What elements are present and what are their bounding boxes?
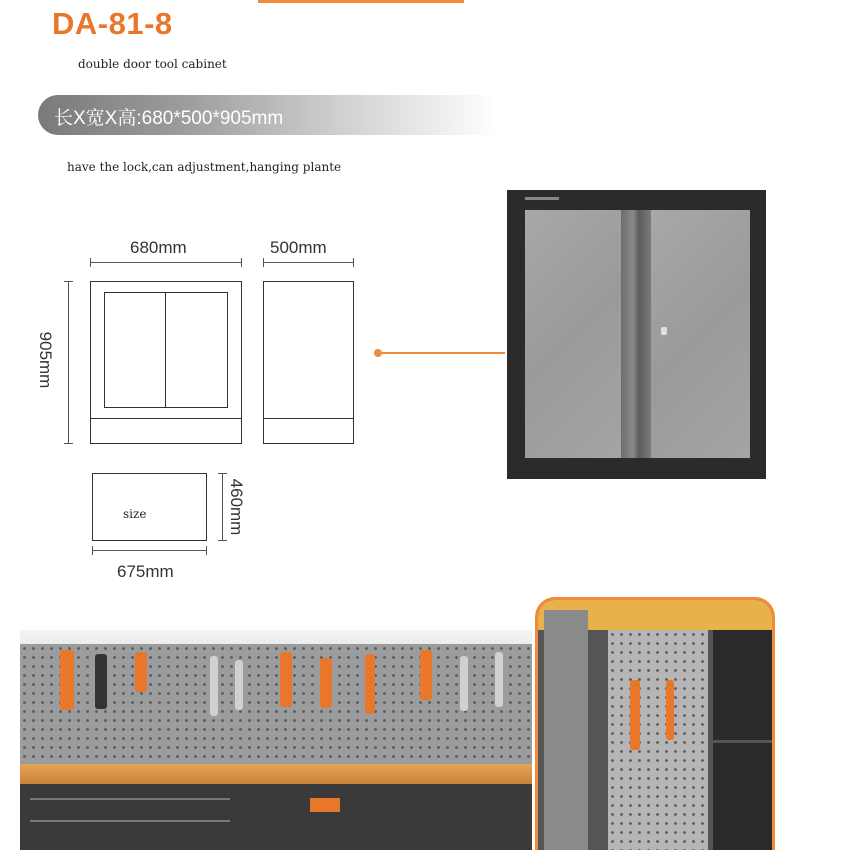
front-view-base-line — [90, 418, 242, 419]
product-model-title: DA-81-8 — [52, 6, 173, 41]
drawer-line — [30, 820, 230, 822]
side-depth-tick-left — [263, 258, 264, 267]
wrench-tool — [495, 652, 503, 707]
height-label: 905mm — [36, 331, 55, 389]
front-view-left-door — [104, 292, 166, 408]
wrench-tool — [460, 656, 468, 711]
height-tick-bottom — [64, 443, 73, 444]
front-width-line — [90, 262, 242, 263]
side-depth-label: 500mm — [270, 238, 327, 257]
base-width-tick-left — [92, 546, 93, 555]
wrench-tool — [666, 680, 674, 740]
side-view-outline — [263, 281, 354, 444]
door-pegboard — [608, 630, 708, 850]
callout-line — [377, 352, 505, 354]
front-width-tick-right — [241, 258, 242, 267]
cabinet-lock — [661, 327, 667, 335]
height-line — [68, 281, 69, 444]
base-width-label: 675mm — [117, 562, 174, 581]
callout-dot — [374, 349, 382, 357]
plier-tool — [60, 650, 74, 710]
cabinet-logo — [525, 197, 559, 200]
plier-tool — [95, 654, 107, 709]
workbench-top — [20, 764, 532, 784]
toolbox — [310, 798, 340, 812]
feature-text: have the lock,can adjustment,hanging plante — [67, 160, 342, 174]
drawer-line — [30, 798, 230, 800]
cabinet-image — [507, 190, 766, 479]
screwdriver-tool — [365, 654, 375, 714]
side-depth-line — [263, 262, 354, 263]
cabinet-side-panel — [544, 610, 588, 850]
front-view-right-door — [165, 292, 228, 408]
base-size-outline — [92, 473, 207, 541]
side-view-base-line — [263, 418, 354, 419]
wrench-tool — [210, 656, 218, 716]
base-width-line — [92, 550, 207, 551]
height-tick-top — [64, 281, 73, 282]
open-cabinet-photo — [535, 597, 775, 850]
cabinet-left-door — [525, 210, 621, 458]
ratchet-tool — [630, 680, 640, 750]
front-width-tick-left — [90, 258, 91, 267]
workshop-photo — [20, 630, 532, 850]
plier-tool — [280, 652, 292, 707]
drawer-cabinets — [20, 784, 532, 850]
base-depth-label: 460mm — [227, 478, 246, 536]
plier-tool — [320, 658, 332, 708]
side-depth-tick-right — [353, 258, 354, 267]
top-accent-line — [258, 0, 464, 3]
base-width-tick-right — [206, 546, 207, 555]
plier-tool — [420, 650, 432, 700]
base-size-label: size — [123, 507, 147, 521]
product-name: double door tool cabinet — [78, 57, 227, 71]
base-depth-line — [222, 473, 223, 541]
plier-tool — [135, 652, 147, 692]
wrench-tool — [235, 660, 243, 710]
cabinet-shelf — [713, 740, 773, 743]
dimension-text: 长X宽X高:680*500*905mm — [54, 108, 284, 129]
front-width-label: 680mm — [130, 238, 187, 257]
cabinet-center-panel — [621, 210, 651, 458]
